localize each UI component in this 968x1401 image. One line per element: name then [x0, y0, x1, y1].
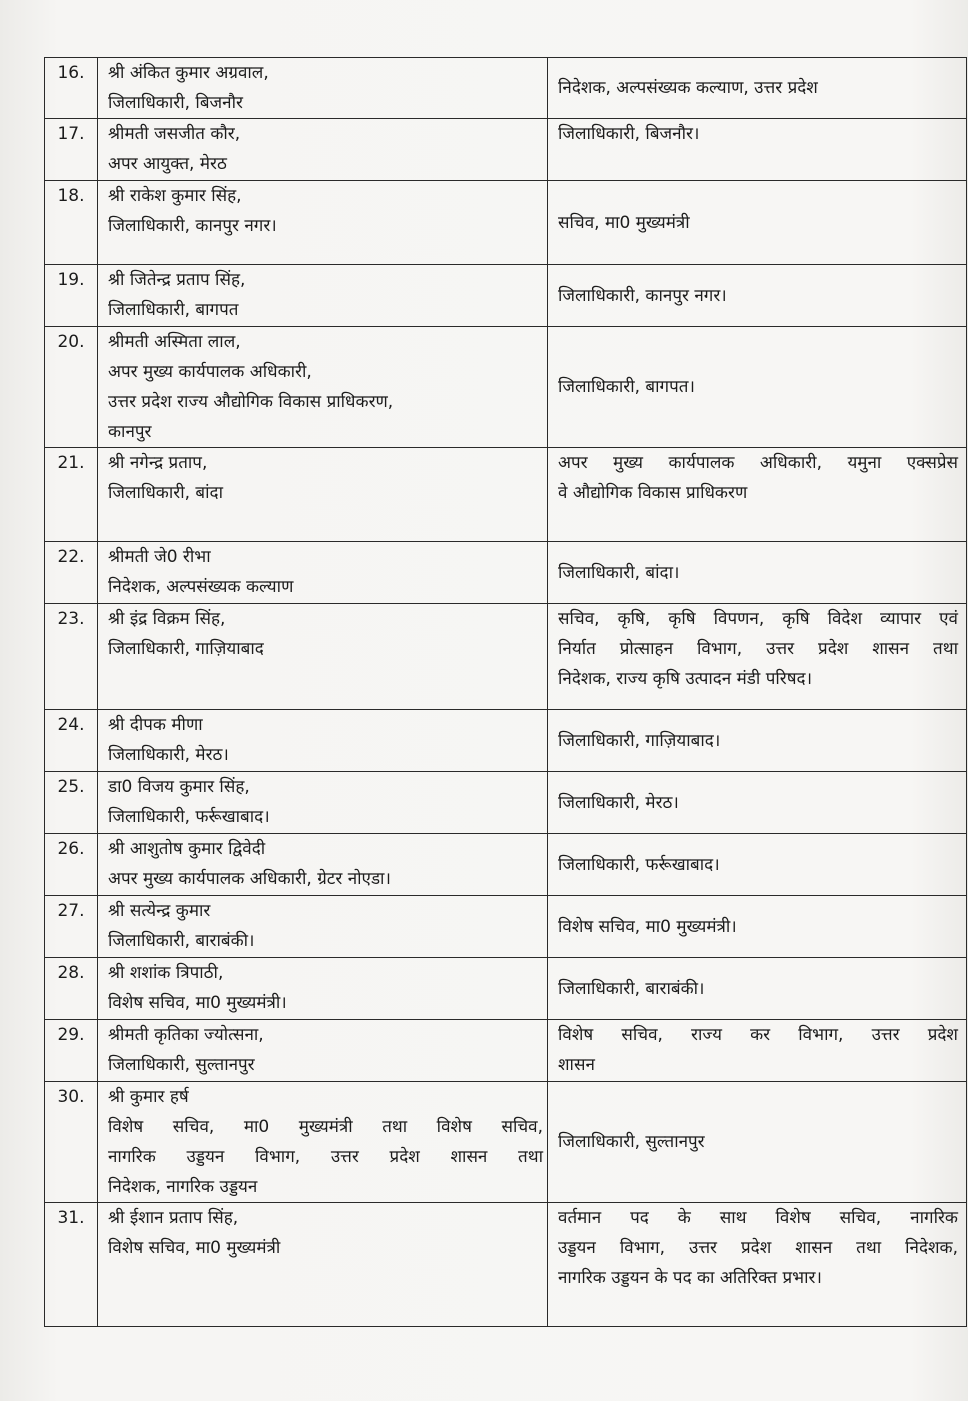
new-posting-cell	[548, 119, 967, 181]
current-post-line: उत्तर प्रदेश राज्य औद्योगिक विकास प्राधिकरण,	[108, 392, 394, 412]
new-posting-line: जिलाधिकारी, मेरठ।	[558, 792, 679, 813]
current-post-line: अपर मुख्य कार्यपालक अधिकारी,	[108, 362, 312, 382]
current-post-cell	[98, 958, 548, 1020]
table-row	[45, 181, 967, 265]
current-post-line: जिलाधिकारी, फर्रूखाबाद।	[108, 807, 270, 827]
current-post-line: जिलाधिकारी, बाराबंकी।	[108, 931, 255, 951]
current-post-line: अपर मुख्य कार्यपालक अधिकारी, ग्रेटर नोएडा।	[108, 869, 391, 889]
table-row	[45, 58, 967, 119]
current-post-line: जिलाधिकारी, बिजनौर	[108, 93, 243, 113]
new-posting-line: जिलाधिकारी, बिजनौर।	[558, 124, 700, 144]
new-posting-line: जिलाधिकारी, बागपत।	[558, 377, 695, 397]
current-post-cell	[98, 265, 548, 327]
new-posting-cell	[548, 772, 967, 834]
new-posting-line: उड्डयन विभाग, उत्तर प्रदेश शासन तथा निदेशक,	[558, 1238, 958, 1258]
new-posting-line: जिलाधिकारी, फर्रूखाबाद।	[558, 854, 720, 875]
current-post-line: श्री इंद्र विक्रम सिंह,	[108, 609, 226, 629]
current-post-cell	[98, 896, 548, 958]
new-posting-cell	[548, 58, 967, 119]
current-post-line: जिलाधिकारी, मेरठ।	[108, 745, 229, 765]
current-post-line: निदेशक, अल्पसंख्यक कल्याण	[108, 577, 294, 597]
new-posting-line: वे औद्योगिक विकास प्राधिकरण	[558, 483, 748, 503]
transfer-table	[44, 57, 967, 1327]
current-post-line: श्रीमती अस्मिता लाल,	[108, 332, 241, 352]
current-post-line: श्री कुमार हर्ष	[108, 1087, 189, 1107]
current-post-line: श्री राकेश कुमार सिंह,	[108, 186, 242, 206]
current-post-line: श्री सत्येन्द्र कुमार	[108, 901, 211, 921]
current-post-line: श्री नगेन्द्र प्रताप,	[108, 453, 208, 473]
new-posting-cell	[548, 542, 967, 604]
table-row	[45, 772, 967, 834]
current-post-line: श्री अंकित कुमार अग्रवाल,	[108, 63, 269, 83]
serial-number: 25.	[45, 772, 98, 834]
new-posting-cell	[548, 1082, 967, 1203]
current-post-line: श्री दीपक मीणा	[108, 715, 203, 735]
serial-number: 31.	[45, 1203, 98, 1327]
current-post-cell	[98, 181, 548, 265]
transfer-table-body	[45, 58, 967, 1327]
current-post-line: नागरिक उड्डयन विभाग, उत्तर प्रदेश शासन तथा	[108, 1147, 543, 1167]
current-post-line: कानपुर	[108, 422, 152, 442]
table-row	[45, 448, 967, 542]
current-post-cell	[98, 772, 548, 834]
new-posting-cell	[548, 958, 967, 1020]
new-posting-cell	[548, 1203, 967, 1327]
new-posting-line: अपर मुख्य कार्यपालक अधिकारी, यमुना एक्सप्रेस	[558, 453, 958, 473]
current-post-line: डा0 विजय कुमार सिंह,	[108, 777, 250, 797]
current-post-line: श्रीमती कृतिका ज्योत्सना,	[108, 1025, 264, 1045]
current-post-cell	[98, 448, 548, 542]
current-post-cell	[98, 1203, 548, 1327]
new-posting-line: विशेष सचिव, राज्य कर विभाग, उत्तर प्रदेश	[558, 1025, 958, 1045]
serial-number: 23.	[45, 604, 98, 710]
current-post-line: जिलाधिकारी, बांदा	[108, 483, 223, 503]
table-row	[45, 710, 967, 772]
current-post-cell	[98, 119, 548, 181]
table-row	[45, 265, 967, 327]
new-posting-line: विशेष सचिव, मा0 मुख्यमंत्री।	[558, 916, 737, 937]
new-posting-cell	[548, 327, 967, 448]
new-posting-line: निदेशक, राज्य कृषि उत्पादन मंडी परिषद।	[558, 669, 813, 689]
current-post-cell	[98, 710, 548, 772]
new-posting-cell	[548, 265, 967, 327]
new-posting-line: नागरिक उड्डयन के पद का अतिरिक्त प्रभार।	[558, 1268, 822, 1288]
new-posting-cell	[548, 1020, 967, 1082]
table-row	[45, 327, 967, 448]
current-post-cell	[98, 542, 548, 604]
current-post-line: जिलाधिकारी, गाज़ियाबाद	[108, 639, 264, 659]
current-post-line: श्री जितेन्द्र प्रताप सिंह,	[108, 270, 246, 290]
serial-number: 17.	[45, 119, 98, 181]
current-post-cell	[98, 327, 548, 448]
current-post-line: विशेष सचिव, मा0 मुख्यमंत्री	[108, 1238, 281, 1258]
new-posting-line: जिलाधिकारी, गाज़ियाबाद।	[558, 730, 721, 751]
current-post-line: श्रीमती जे0 रीभा	[108, 547, 211, 567]
current-post-line: विशेष सचिव, मा0 मुख्यमंत्री तथा विशेष सचिव,	[108, 1117, 543, 1137]
serial-number: 21.	[45, 448, 98, 542]
new-posting-line: जिलाधिकारी, बाराबंकी।	[558, 978, 705, 999]
table-row	[45, 958, 967, 1020]
new-posting-line: जिलाधिकारी, कानपुर नगर।	[558, 285, 727, 306]
table-row	[45, 604, 967, 710]
new-posting-line: सचिव, कृषि, कृषि विपणन, कृषि विदेश व्यापार एवं	[558, 609, 958, 629]
current-post-line: विशेष सचिव, मा0 मुख्यमंत्री।	[108, 993, 287, 1013]
new-posting-cell	[548, 834, 967, 896]
new-posting-cell	[548, 710, 967, 772]
table-row	[45, 1082, 967, 1203]
serial-number: 29.	[45, 1020, 98, 1082]
current-post-line: अपर आयुक्त, मेरठ	[108, 154, 227, 174]
new-posting-cell	[548, 896, 967, 958]
new-posting-line: निर्यात प्रोत्साहन विभाग, उत्तर प्रदेश शासन तथा	[558, 639, 958, 659]
serial-number: 24.	[45, 710, 98, 772]
current-post-cell	[98, 604, 548, 710]
new-posting-line: जिलाधिकारी, सुल्तानपुर	[558, 1132, 705, 1152]
current-post-line: श्री ईशान प्रताप सिंह,	[108, 1208, 239, 1228]
table-row	[45, 1203, 967, 1327]
serial-number: 26.	[45, 834, 98, 896]
current-post-cell	[98, 834, 548, 896]
new-posting-line: सचिव, मा0 मुख्यमंत्री	[558, 212, 690, 233]
serial-number: 22.	[45, 542, 98, 604]
new-posting-line: शासन	[558, 1055, 595, 1075]
serial-number: 16.	[45, 58, 98, 119]
current-post-line: श्री शशांक त्रिपाठी,	[108, 963, 224, 983]
current-post-line: जिलाधिकारी, सुल्तानपुर	[108, 1055, 255, 1075]
current-post-line: श्री आशुतोष कुमार द्विवेदी	[108, 839, 266, 859]
current-post-cell	[98, 58, 548, 119]
new-posting-cell	[548, 604, 967, 710]
current-post-line: जिलाधिकारी, बागपत	[108, 300, 239, 320]
serial-number: 20.	[45, 327, 98, 448]
serial-number: 28.	[45, 958, 98, 1020]
new-posting-line: जिलाधिकारी, बांदा।	[558, 562, 680, 583]
current-post-cell	[98, 1020, 548, 1082]
serial-number: 27.	[45, 896, 98, 958]
current-post-line: श्रीमती जसजीत कौर,	[108, 124, 241, 144]
current-post-cell	[98, 1082, 548, 1203]
current-post-line: निदेशक, नागरिक उड्डयन	[108, 1177, 258, 1197]
current-post-line: जिलाधिकारी, कानपुर नगर।	[108, 216, 277, 236]
serial-number: 19.	[45, 265, 98, 327]
table-row	[45, 542, 967, 604]
serial-number: 18.	[45, 181, 98, 265]
table-row	[45, 1020, 967, 1082]
new-posting-cell	[548, 448, 967, 542]
new-posting-line: निदेशक, अल्पसंख्यक कल्याण, उत्तर प्रदेश	[558, 78, 818, 98]
serial-number: 30.	[45, 1082, 98, 1203]
table-row	[45, 896, 967, 958]
new-posting-line: वर्तमान पद के साथ विशेष सचिव, नागरिक	[558, 1208, 958, 1228]
table-row	[45, 119, 967, 181]
table-row	[45, 834, 967, 896]
new-posting-cell	[548, 181, 967, 265]
